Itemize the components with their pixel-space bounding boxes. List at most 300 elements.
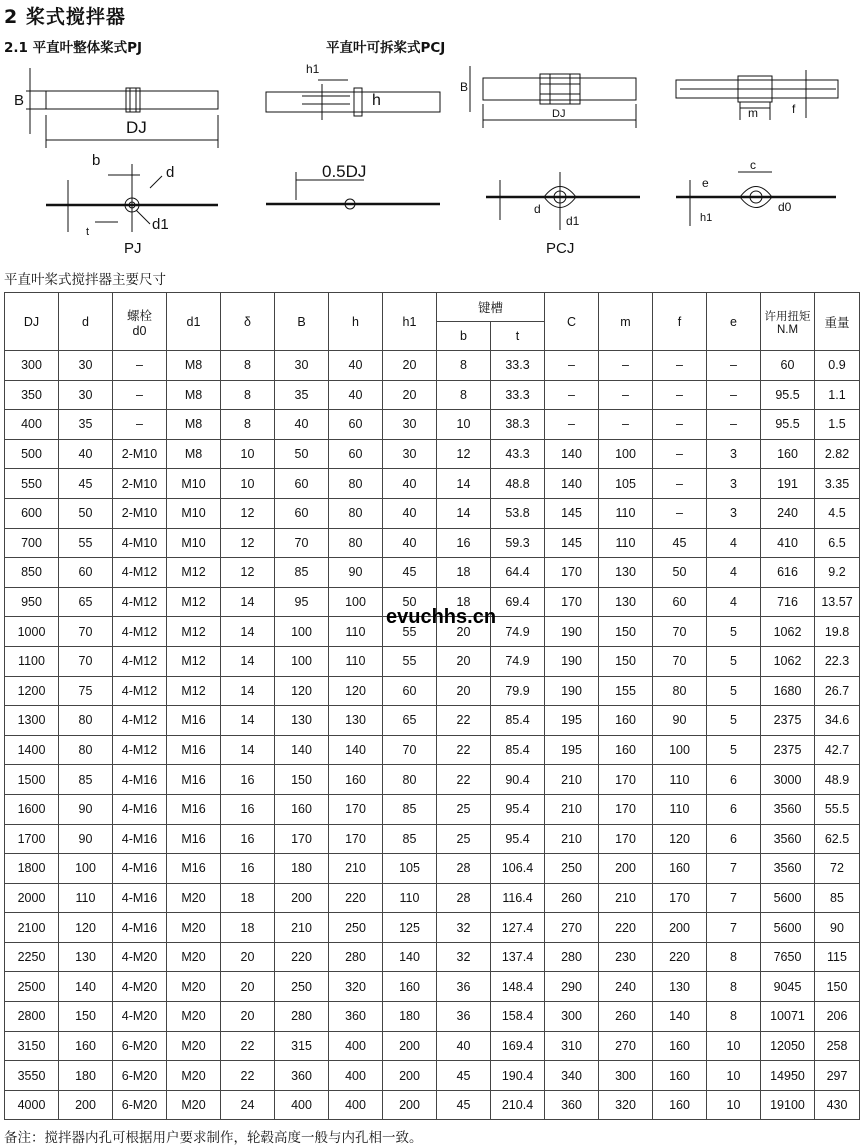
table-cell: 1600	[5, 794, 59, 824]
header-h: h	[329, 293, 383, 351]
table-cell: 100	[329, 587, 383, 617]
table-cell: 160	[383, 972, 437, 1002]
label-b-left: B	[14, 92, 25, 109]
table-cell: M20	[167, 883, 221, 913]
table-cell: 110	[653, 765, 707, 795]
table-cell: 220	[653, 942, 707, 972]
table-cell: 90	[59, 824, 113, 854]
table-cell: 22	[437, 706, 491, 736]
table-cell: 400	[329, 1061, 383, 1091]
table-cell: M12	[167, 617, 221, 647]
table-cell: M20	[167, 1061, 221, 1091]
table-cell: 40	[437, 1031, 491, 1061]
table-cell: 85.4	[491, 706, 545, 736]
table-cell: –	[653, 351, 707, 381]
table-cell: 40	[383, 469, 437, 499]
table-cell: 1000	[5, 617, 59, 647]
table-cell: 100	[275, 646, 329, 676]
table-cell: 7650	[761, 942, 815, 972]
table-cell: 270	[545, 913, 599, 943]
label-pcj: PCJ	[546, 240, 575, 257]
table-cell: 2500	[5, 972, 59, 1002]
table-cell: 160	[653, 1090, 707, 1120]
table-cell: 6-M20	[113, 1061, 167, 1091]
header-m: m	[599, 293, 653, 351]
table-cell: 35	[275, 380, 329, 410]
table-cell: 258	[815, 1031, 860, 1061]
table-cell: 1800	[5, 854, 59, 884]
table-cell: M16	[167, 765, 221, 795]
table-cell: 14	[221, 587, 275, 617]
table-cell: M12	[167, 558, 221, 588]
table-cell: 400	[329, 1090, 383, 1120]
table-cell: –	[653, 410, 707, 440]
table-cell: 28	[437, 854, 491, 884]
label-e: e	[702, 176, 709, 190]
table-cell: M12	[167, 587, 221, 617]
header-keyway: 键槽	[437, 293, 545, 322]
table-cell: 110	[329, 617, 383, 647]
table-cell: 8	[437, 380, 491, 410]
table-cell: 4-M12	[113, 676, 167, 706]
table-cell: 25	[437, 824, 491, 854]
table-cell: 110	[329, 646, 383, 676]
table-cell: 160	[653, 1031, 707, 1061]
table-cell: 4-M16	[113, 765, 167, 795]
table-cell: 250	[545, 854, 599, 884]
table-cell: 20	[437, 676, 491, 706]
table-cell: 45	[59, 469, 113, 499]
table-cell: 33.3	[491, 380, 545, 410]
table-cell: 3.35	[815, 469, 860, 499]
table-cell: –	[545, 351, 599, 381]
table-cell: 950	[5, 587, 59, 617]
table-cell: 2000	[5, 883, 59, 913]
table-cell: 10	[707, 1061, 761, 1091]
table-cell: 18	[437, 587, 491, 617]
table-cell: 12050	[761, 1031, 815, 1061]
table-cell: 3550	[5, 1061, 59, 1091]
pj-blade-front	[46, 91, 218, 109]
table-cell: 69.4	[491, 587, 545, 617]
table-cell: 148.4	[491, 972, 545, 1002]
table-cell: 85	[275, 558, 329, 588]
table-cell: 2.82	[815, 439, 860, 469]
table-cell: 110	[59, 883, 113, 913]
label-h1-pcj: h1	[700, 212, 713, 224]
footnote: 备注：搅拌器内孔可根据用户要求制作，轮毂高度一般与内孔相一致。	[4, 1130, 423, 1146]
table-cell: 270	[599, 1031, 653, 1061]
table-cell: –	[653, 380, 707, 410]
table-cell: 20	[383, 351, 437, 381]
table-cell: 85	[59, 765, 113, 795]
header-torque: 许用扭矩 N.M	[761, 293, 815, 351]
table-cell: 20	[437, 617, 491, 647]
table-cell: 8	[221, 351, 275, 381]
table-cell: 4	[707, 587, 761, 617]
table-cell: 210	[329, 854, 383, 884]
table-cell: 125	[383, 913, 437, 943]
table-cell: 14	[221, 646, 275, 676]
table-cell: 3	[707, 498, 761, 528]
table-cell: 95.5	[761, 380, 815, 410]
table-cell: 1500	[5, 765, 59, 795]
table-cell: 200	[383, 1031, 437, 1061]
table-cell: 72	[815, 854, 860, 884]
table-cell: 16	[437, 528, 491, 558]
table-cell: 100	[59, 854, 113, 884]
table-cell: 360	[545, 1090, 599, 1120]
table-cell: 160	[653, 854, 707, 884]
table-cell: 18	[221, 913, 275, 943]
table-cell: –	[707, 410, 761, 440]
table-cell: 160	[59, 1031, 113, 1061]
table-cell: 36	[437, 1002, 491, 1032]
table-cell: 170	[545, 587, 599, 617]
table-cell: 190	[545, 646, 599, 676]
table-cell: 716	[761, 587, 815, 617]
table-cell: 158.4	[491, 1002, 545, 1032]
table-cell: M8	[167, 380, 221, 410]
table-cell: 220	[275, 942, 329, 972]
table-cell: 4-M20	[113, 1002, 167, 1032]
table-cell: 6-M20	[113, 1090, 167, 1120]
table-cell: 5	[707, 735, 761, 765]
table-cell: 8	[707, 1002, 761, 1032]
page-title: 2 桨式搅拌器	[4, 6, 126, 28]
table-cell: 140	[383, 942, 437, 972]
table-row	[5, 1090, 860, 1120]
table-cell: 310	[545, 1031, 599, 1061]
label-m: m	[748, 106, 758, 120]
table-cell: 160	[599, 706, 653, 736]
table-cell: 315	[275, 1031, 329, 1061]
table-cell: 3150	[5, 1031, 59, 1061]
table-cell: 2-M10	[113, 469, 167, 499]
table-cell: 4-M12	[113, 617, 167, 647]
table-cell: 14	[221, 706, 275, 736]
table-cell: 3	[707, 439, 761, 469]
table-cell: 280	[275, 1002, 329, 1032]
table-cell: 700	[5, 528, 59, 558]
table-cell: 4	[707, 558, 761, 588]
table-cell: 53.8	[491, 498, 545, 528]
table-row	[5, 469, 860, 499]
table-cell: 260	[545, 883, 599, 913]
table-cell: 8	[707, 972, 761, 1002]
table-cell: 80	[329, 469, 383, 499]
table-cell: 300	[545, 1002, 599, 1032]
table-cell: 4-M12	[113, 558, 167, 588]
table-cell: 8	[437, 351, 491, 381]
table-cell: 33.3	[491, 351, 545, 381]
table-row	[5, 913, 860, 943]
table-cell: 60	[59, 558, 113, 588]
watermark: evuchhs.cn	[386, 606, 497, 628]
table-cell: 5600	[761, 883, 815, 913]
table-cell: 210	[545, 824, 599, 854]
table-cell: 160	[275, 794, 329, 824]
table-cell: 210.4	[491, 1090, 545, 1120]
table-cell: 300	[5, 351, 59, 381]
table-cell: –	[707, 351, 761, 381]
table-cell: 169.4	[491, 1031, 545, 1061]
table-cell: 5	[707, 617, 761, 647]
section-title-pcj: 平直叶可拆桨式PCJ	[326, 40, 446, 56]
table-cell: 150	[275, 765, 329, 795]
table-cell: 22	[437, 735, 491, 765]
table-cell: 55.5	[815, 794, 860, 824]
table-cell: 65	[59, 587, 113, 617]
table-cell: 55	[383, 617, 437, 647]
table-cell: 2-M10	[113, 498, 167, 528]
table-cell: 210	[275, 913, 329, 943]
table-cell: 160	[761, 439, 815, 469]
table-row	[5, 824, 860, 854]
table-cell: 36	[437, 972, 491, 1002]
table-cell: 80	[383, 765, 437, 795]
label-d: d	[166, 164, 175, 181]
table-cell: M8	[167, 439, 221, 469]
table-cell: 6	[707, 824, 761, 854]
table-cell: 6-M20	[113, 1031, 167, 1061]
table-cell: 1300	[5, 706, 59, 736]
table-cell: 12	[437, 439, 491, 469]
table-cell: 150	[599, 617, 653, 647]
table-cell: 95	[275, 587, 329, 617]
table-cell: 500	[5, 439, 59, 469]
table-cell: 220	[599, 913, 653, 943]
table-cell: 20	[221, 972, 275, 1002]
table-cell: 110	[383, 883, 437, 913]
table-cell: 616	[761, 558, 815, 588]
header-h1: h1	[383, 293, 437, 351]
table-cell: 35	[59, 410, 113, 440]
table-cell: 145	[545, 498, 599, 528]
label-b-right: B	[460, 80, 469, 94]
table-cell: 206	[815, 1002, 860, 1032]
table-row	[5, 410, 860, 440]
table-row	[5, 439, 860, 469]
table-cell: 1100	[5, 646, 59, 676]
table-cell: 10	[437, 410, 491, 440]
table-cell: 4000	[5, 1090, 59, 1120]
table-cell: 26.7	[815, 676, 860, 706]
table-cell: 32	[437, 913, 491, 943]
table-cell: 4	[707, 528, 761, 558]
table-cell: 200	[383, 1061, 437, 1091]
table-cell: 4-M20	[113, 942, 167, 972]
table-cell: 43.3	[491, 439, 545, 469]
pcj-blade-front	[483, 78, 636, 100]
label-h1: h1	[306, 62, 320, 76]
table-cell: 360	[329, 1002, 383, 1032]
table-cell: 2250	[5, 942, 59, 972]
table-cell: 3560	[761, 824, 815, 854]
table-cell: 170	[329, 794, 383, 824]
table-cell: 20	[437, 646, 491, 676]
table-cell: 3560	[761, 854, 815, 884]
table-cell: 4-M16	[113, 854, 167, 884]
table-cell: 290	[545, 972, 599, 1002]
table-cell: 18	[437, 558, 491, 588]
table-cell: 6	[707, 794, 761, 824]
table-cell: 30	[383, 410, 437, 440]
table-cell: 3000	[761, 765, 815, 795]
table-cell: 14	[221, 676, 275, 706]
table-cell: 1062	[761, 646, 815, 676]
table-cell: 55	[59, 528, 113, 558]
table-cell: 14	[437, 498, 491, 528]
table-cell: 12	[221, 528, 275, 558]
table-cell: 190.4	[491, 1061, 545, 1091]
table-row	[5, 558, 860, 588]
table-cell: –	[653, 439, 707, 469]
table-cell: 170	[599, 794, 653, 824]
table-cell: M20	[167, 972, 221, 1002]
table-cell: 5	[707, 676, 761, 706]
table-row	[5, 1002, 860, 1032]
table-cell: 2-M10	[113, 439, 167, 469]
table-cell: 4-M12	[113, 735, 167, 765]
table-cell: 4-M16	[113, 824, 167, 854]
table-cell: 130	[329, 706, 383, 736]
table-cell: 3	[707, 469, 761, 499]
label-dj-left: DJ	[126, 118, 147, 137]
table-cell: 75	[59, 676, 113, 706]
table-cell: 14	[437, 469, 491, 499]
header-f: f	[653, 293, 707, 351]
table-cell: 45	[653, 528, 707, 558]
table-cell: 7	[707, 883, 761, 913]
section-title-pj: 2.1 平直叶整体桨式PJ	[4, 40, 143, 56]
table-cell: 210	[545, 794, 599, 824]
table-cell: 9045	[761, 972, 815, 1002]
table-cell: 12	[221, 558, 275, 588]
table-cell: 100	[653, 735, 707, 765]
table-cell: 60	[383, 676, 437, 706]
table-cell: 38.3	[491, 410, 545, 440]
table-cell: 18	[221, 883, 275, 913]
agitator-drawings	[0, 52, 860, 262]
table-cell: 55	[383, 646, 437, 676]
table-cell: 850	[5, 558, 59, 588]
table-cell: 64.4	[491, 558, 545, 588]
table-cell: 195	[545, 735, 599, 765]
table-cell: 80	[329, 498, 383, 528]
table-row	[5, 646, 860, 676]
table-cell: 16	[221, 854, 275, 884]
table-cell: 170	[653, 883, 707, 913]
table-cell: 110	[653, 794, 707, 824]
table-cell: 80	[59, 735, 113, 765]
table-cell: 16	[221, 765, 275, 795]
table-cell: –	[599, 351, 653, 381]
table-cell: 2375	[761, 706, 815, 736]
table-cell: 115	[815, 942, 860, 972]
table-cell: M12	[167, 676, 221, 706]
table-cell: 90	[329, 558, 383, 588]
table-cell: 170	[545, 558, 599, 588]
table-cell: 190	[545, 617, 599, 647]
table-cell: 220	[329, 883, 383, 913]
label-c: c	[750, 158, 756, 172]
label-b: b	[92, 152, 101, 169]
table-cell: 240	[761, 498, 815, 528]
table-cell: 30	[59, 351, 113, 381]
table-cell: 40	[275, 410, 329, 440]
table-cell: 180	[383, 1002, 437, 1032]
table-cell: 16	[221, 794, 275, 824]
table-cell: M10	[167, 528, 221, 558]
table-cell: 24	[221, 1090, 275, 1120]
table-cell: M20	[167, 913, 221, 943]
table-cell: 110	[599, 528, 653, 558]
table-cell: 600	[5, 498, 59, 528]
table-cell: 20	[383, 380, 437, 410]
table-cell: 22	[221, 1061, 275, 1091]
table-cell: 4-M20	[113, 972, 167, 1002]
table-cell: 160	[653, 1061, 707, 1091]
label-half-dj: 0.5DJ	[322, 162, 367, 181]
table-cell: 160	[599, 735, 653, 765]
table-cell: M8	[167, 410, 221, 440]
table-cell: M16	[167, 824, 221, 854]
table-cell: 200	[383, 1090, 437, 1120]
table-cell: 14	[221, 735, 275, 765]
table-cell: 95.4	[491, 824, 545, 854]
table-row	[5, 706, 860, 736]
table-cell: 155	[599, 676, 653, 706]
table-cell: 340	[545, 1061, 599, 1091]
table-cell: 170	[275, 824, 329, 854]
table-cell: 74.9	[491, 617, 545, 647]
table-cell: 13.57	[815, 587, 860, 617]
table-cell: 42.7	[815, 735, 860, 765]
table-cell: 140	[545, 469, 599, 499]
table-cell: –	[545, 380, 599, 410]
table-cell: 190	[545, 676, 599, 706]
table-cell: 80	[59, 706, 113, 736]
table-cell: 280	[329, 942, 383, 972]
table-cell: 150	[59, 1002, 113, 1032]
table-row	[5, 676, 860, 706]
table-cell: 22	[437, 765, 491, 795]
table-cell: 40	[329, 351, 383, 381]
table-cell: 40	[383, 498, 437, 528]
table-cell: 48.9	[815, 765, 860, 795]
table-cell: 116.4	[491, 883, 545, 913]
table-cell: 145	[545, 528, 599, 558]
table-cell: 19.8	[815, 617, 860, 647]
table-cell: 50	[383, 587, 437, 617]
table-caption: 平直叶桨式搅拌器主要尺寸	[4, 272, 166, 288]
table-cell: 90	[653, 706, 707, 736]
table-row	[5, 854, 860, 884]
table-cell: 170	[329, 824, 383, 854]
table-row	[5, 528, 860, 558]
table-cell: –	[599, 410, 653, 440]
table-cell: 2800	[5, 1002, 59, 1032]
table-cell: 90	[815, 913, 860, 943]
table-cell: 1200	[5, 676, 59, 706]
table-cell: 100	[599, 439, 653, 469]
table-cell: 4-M10	[113, 528, 167, 558]
table-cell: 195	[545, 706, 599, 736]
table-cell: 430	[815, 1090, 860, 1120]
table-cell: 30	[59, 380, 113, 410]
table-cell: 90	[59, 794, 113, 824]
